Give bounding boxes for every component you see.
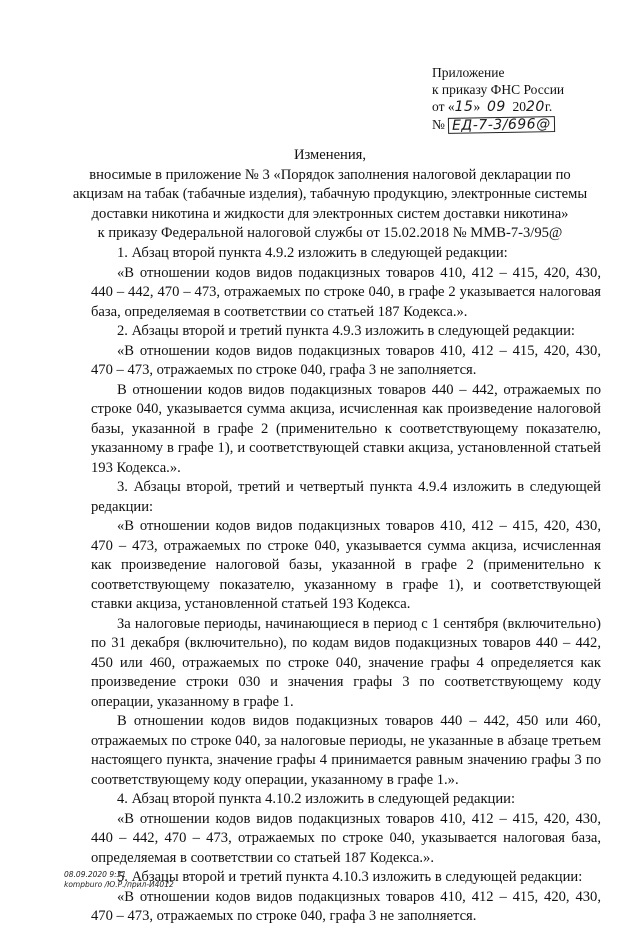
paragraph: В отношении кодов видов подакцизных товаров 440 – 442, 450 или 460, отражаемых по строке 040, за налоговые периоды, не указанные в абзаце третьем настоящего пункта, значение графы 4 принимается равным значению графы 3 по соответствующему коду операции, указанному в графе 1.». bbox=[91, 713, 601, 788]
appendix-label: Приложение bbox=[432, 65, 505, 80]
title-line-3: доставки никотина и жидкости для электронных систем доставки никотина» bbox=[91, 205, 569, 222]
appendix-date bbox=[432, 98, 622, 116]
paragraph: «В отношении кодов видов подакцизных товаров 410, 412 – 415, 420, 430, 470 – 473, отражаемых по строке 040, указывается сумма акциза, исчисленная как произведение налоговой базы, указанной в графе 2 (применительно к соответствующему показателю, указанному в графе 1), и соответствующей ставки акциза, установленной статьей 193 Кодекса. bbox=[91, 518, 601, 612]
paragraph: «В отношении кодов видов подакцизных товаров 410, 412 – 415, 420, 430, 470 – 473, отражаемых по строке 040, графа 3 не заполняется. bbox=[91, 342, 601, 378]
footer-timestamp: 08.09.2020 9:31 bbox=[64, 870, 127, 879]
number-prefix: № bbox=[432, 117, 445, 132]
date-prefix: от « bbox=[432, 99, 455, 114]
paragraph: «В отношении кодов видов подакцизных товаров 410, 412 – 415, 420, 430, 470 – 473, отражаемых по строке 040, графа 3 не заполняется. bbox=[91, 888, 601, 924]
paragraph: В отношении кодов видов подакцизных товаров 440 – 442, отражаемых по строке 040, указывается сумма акциза, исчисленная как произведение налоговой базы, указанной в графе 2 (применительно к соответствующему показателю, указанному в графе 1), и соответствующей ставки акциза, установленной статьей 193 Кодекса.». bbox=[91, 381, 601, 476]
title-line-2: акцизам на табак (табачные изделия), табачную продукцию, электронные системы bbox=[72, 186, 588, 202]
document-body bbox=[91, 244, 601, 927]
date-suffix: г. bbox=[544, 99, 553, 114]
appendix-order-ref: к приказу ФНС России bbox=[432, 82, 565, 97]
date-mid: » bbox=[473, 99, 481, 114]
paragraph: «В отношении кодов видов подакцизных товаров 410, 412 – 415, 420, 430, 440 – 442, 470 – 473, отражаемых по строке 040, указывается налоговая база, определяемая в соответствии со статьей 187 Кодекса.». bbox=[91, 810, 601, 866]
appendix-header bbox=[432, 64, 622, 133]
date-day-handwritten: 15 bbox=[454, 99, 474, 115]
print-footer bbox=[64, 870, 174, 890]
appendix-number bbox=[432, 116, 622, 133]
paragraph: 4. Абзац второй пункта 4.10.2 изложить в следующей редакции: bbox=[117, 791, 516, 807]
paragraph: 1. Абзац второй пункта 4.9.2 изложить в следующей редакции: bbox=[117, 245, 508, 261]
paragraph: За налоговые периоды, начинающиеся в период с 1 сентября (включительно) по 31 декабря (включительно), по кодам видов подакцизных товаров 440 – 442, 450 или 460, отражаемых по строке 040, значение графы 4 определяется как произведение строки 030 и значения графы 3 по соответствующему коду операции, указанному в графе 1. bbox=[91, 615, 601, 710]
title-heading: Изменения, bbox=[293, 147, 367, 163]
footer-file-ref: kompburo /Ю.Р./прил-И4012 bbox=[64, 880, 174, 889]
date-month-handwritten: 09 bbox=[486, 99, 506, 115]
date-year-prefix: 20 bbox=[512, 99, 527, 114]
paragraph: «В отношении кодов видов подакцизных товаров 410, 412 – 415, 420, 430, 440 – 442, 470 – 473, отражаемых по строке 040, в графе 2 указывается налоговая база, определяемая в соответствии со статьей 187 Кодекса.». bbox=[91, 264, 601, 320]
title-line-4: к приказу Федеральной налоговой службы от 15.02.2018 № ММВ-7-3/95@ bbox=[97, 225, 563, 241]
date-year-handwritten: 20 bbox=[526, 99, 545, 115]
paragraph: 2. Абзацы второй и третий пункта 4.9.3 изложить в следующей редакции: bbox=[117, 323, 575, 339]
number-handwritten: ЕД-7-3/696@ bbox=[448, 116, 555, 134]
paragraph: 3. Абзацы второй, третий и четвертый пункта 4.9.4 изложить в следующей редакции: bbox=[91, 479, 601, 515]
title-line-1: вносимые в приложение № 3 «Порядок заполнения налоговой декларации по bbox=[89, 166, 571, 183]
paragraph: 5. Абзацы второй и третий пункта 4.10.3 изложить в следующей редакции: bbox=[117, 869, 583, 885]
document-title bbox=[60, 146, 600, 244]
